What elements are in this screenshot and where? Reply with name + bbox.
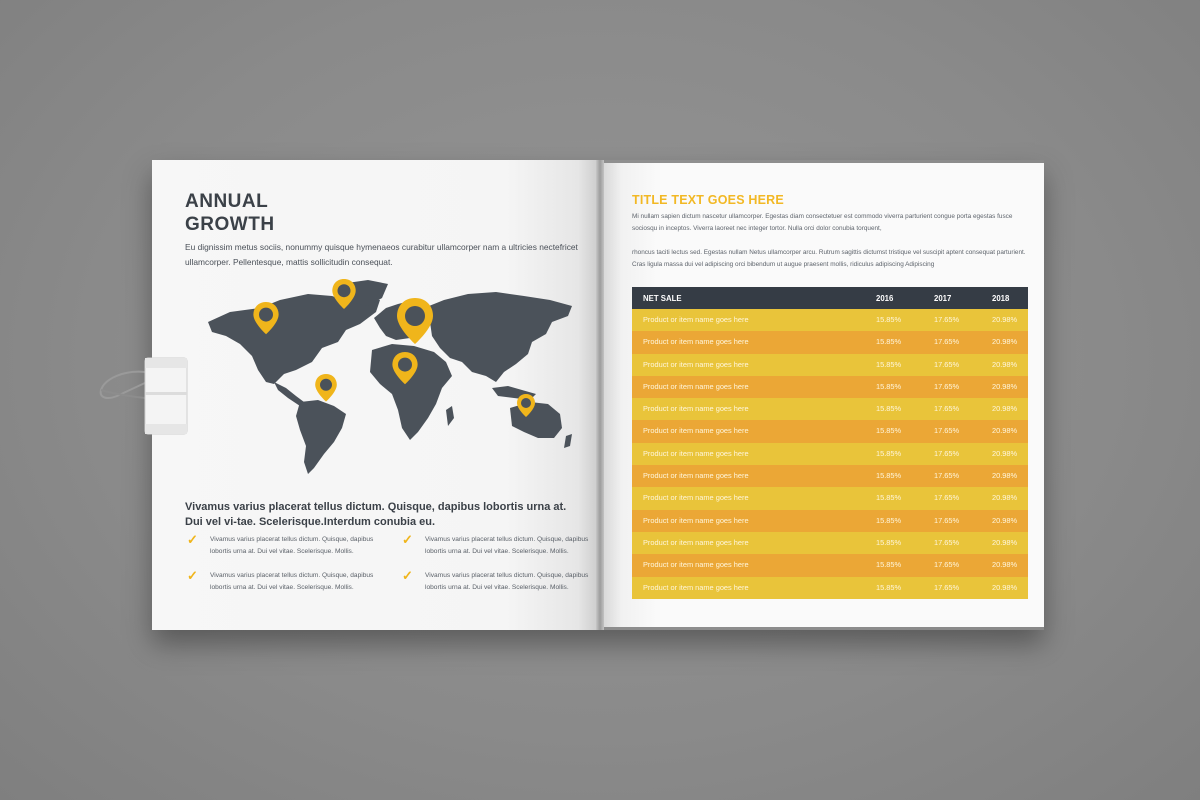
south-america-shape [296, 400, 346, 474]
table-row [632, 510, 1028, 532]
value-2017-cell: 17.65% [934, 315, 960, 324]
check-item-text: Vivamus varius placerat tellus dictum. Quisque, dapibus lobortis urna at. Dui vel vitae. Scelerisque. Mollis. [425, 536, 589, 555]
value-2016-cell: 15.85% [876, 537, 902, 547]
table-row [632, 487, 1028, 509]
value-2018-cell: 20.98% [992, 448, 1018, 458]
spine [596, 160, 604, 630]
new-zealand-shape [564, 434, 572, 448]
product-name-cell: Product or item name goes here [643, 493, 749, 503]
table-row [632, 443, 1028, 465]
product-name-cell: Product or item name goes here [643, 471, 749, 481]
table-row [632, 331, 1028, 353]
table-row [632, 577, 1028, 599]
title-line-2: GROWTH [185, 214, 275, 235]
value-2016-cell: 15.85% [876, 315, 902, 324]
value-2017-cell: 17.65% [934, 337, 960, 347]
value-2018-cell: 20.98% [992, 471, 1018, 481]
central-america-shape [274, 382, 304, 406]
table-body [632, 309, 1028, 599]
product-name-cell: Product or item name goes here [643, 515, 749, 525]
value-2016-cell: 15.85% [876, 337, 902, 347]
binder-clip-icon [95, 352, 191, 442]
table-row [632, 309, 1028, 331]
table-header [632, 287, 1028, 309]
product-name-cell: Product or item name goes here [643, 337, 749, 347]
value-2017-cell: 17.65% [934, 448, 960, 458]
product-name-cell: Product or item name goes here [643, 537, 749, 547]
madagascar-shape [446, 406, 454, 426]
net-sale-table [632, 287, 1028, 599]
world-map [200, 278, 580, 478]
left-page [152, 160, 596, 630]
table-row [632, 398, 1028, 420]
product-name-cell: Product or item name goes here [643, 448, 749, 458]
check-item-text: Vivamus varius placerat tellus dictum. Quisque, dapibus lobortis urna at. Dui vel vitae. Scelerisque. Mollis. [210, 536, 374, 555]
product-name-cell: Product or item name goes here [643, 426, 749, 436]
header-net-sale: NET SALE [643, 294, 682, 303]
value-2018-cell: 20.98% [992, 404, 1018, 414]
header-2018: 2018 [992, 294, 1010, 303]
value-2017-cell: 17.65% [934, 560, 960, 570]
product-name-cell: Product or item name goes here [643, 560, 749, 570]
product-name-cell: Product or item name goes here [643, 582, 749, 592]
value-2018-cell: 20.98% [992, 337, 1018, 347]
value-2016-cell: 15.85% [876, 359, 902, 369]
table-row [632, 465, 1028, 487]
check-item-text: Vivamus varius placerat tellus dictum. Quisque, dapibus lobortis urna at. Dui vel vitae. Scelerisque. Mollis. [210, 572, 374, 591]
value-2018-cell: 20.98% [992, 560, 1018, 570]
header-2017: 2017 [934, 294, 952, 303]
table-row [632, 420, 1028, 442]
value-2017-cell: 17.65% [934, 582, 960, 592]
product-name-cell: Product or item name goes here [643, 404, 749, 414]
product-name-cell: Product or item name goes here [643, 359, 749, 369]
body-paragraph-1: Mi nullam sapien dictum nascetur ullamcorper. Egestas diam consectetuer est commodo viverra parturient congue porta egestas fusce sociosqu in inceptos. Viverra laoreet nec integer tortor. Nulla orci dolor conubia torquent, [632, 213, 1013, 232]
body-paragraph-2: rhoncus taciti lectus sed. Egestas nullam Netus ullamcorper arcu. Rutrum sagittis dictumst tristique vel suscipit aptent consequat parturient. Cras ligula massa dui vel adipiscing orci bibendum ut augue praesent mollis, ridiculus adipiscing Adipiscing [632, 249, 1026, 268]
check-icon: ✓ [187, 568, 198, 583]
section-title: TITLE TEXT GOES HERE [632, 193, 784, 207]
value-2017-cell: 17.65% [934, 359, 960, 369]
value-2016-cell: 15.85% [876, 582, 902, 592]
title-line-1: ANNUAL [185, 191, 269, 212]
value-2016-cell: 15.85% [876, 426, 902, 436]
value-2016-cell: 15.85% [876, 471, 902, 481]
value-2017-cell: 17.65% [934, 537, 960, 547]
value-2018-cell: 20.98% [992, 515, 1018, 525]
value-2018-cell: 20.98% [992, 426, 1018, 436]
value-2018-cell: 20.98% [992, 359, 1018, 369]
australia-shape [510, 402, 562, 438]
value-2018-cell: 20.98% [992, 537, 1018, 547]
value-2016-cell: 15.85% [876, 404, 902, 414]
value-2017-cell: 17.65% [934, 381, 960, 391]
value-2017-cell: 17.65% [934, 471, 960, 481]
product-name-cell: Product or item name goes here [643, 315, 749, 324]
value-2018-cell: 20.98% [992, 582, 1018, 592]
page-title [185, 190, 345, 236]
table-row [632, 532, 1028, 554]
check-icon: ✓ [402, 532, 413, 547]
table-row [632, 354, 1028, 376]
table-row [632, 376, 1028, 398]
right-page [604, 163, 1044, 627]
value-2016-cell: 15.85% [876, 448, 902, 458]
value-2016-cell: 15.85% [876, 515, 902, 525]
value-2017-cell: 17.65% [934, 404, 960, 414]
check-item-text: Vivamus varius placerat tellus dictum. Quisque, dapibus lobortis urna at. Dui vel vitae. Scelerisque. Mollis. [425, 572, 589, 591]
value-2017-cell: 17.65% [934, 426, 960, 436]
bold-paragraph: Vivamus varius placerat tellus dictum. Quisque, dapibus lobortis urna at. Dui vel vi-tae. Scelerisque.Interdum conubia eu. [185, 501, 567, 528]
value-2018-cell: 20.98% [992, 493, 1018, 503]
north-america-shape [208, 294, 380, 384]
map-pin-icon [315, 374, 337, 402]
check-icon: ✓ [187, 532, 198, 547]
value-2018-cell: 20.98% [992, 381, 1018, 391]
brochure-spread [152, 160, 1044, 630]
table-row [632, 554, 1028, 576]
value-2017-cell: 17.65% [934, 515, 960, 525]
intro-paragraph: Eu dignissim metus sociis, nonummy quisque hymenaeos curabitur ullamcorper nam a ultricies nectefricet ullamcorper. Pellentesque, mattis sollicitudin consequat. [185, 242, 578, 267]
check-icon: ✓ [402, 568, 413, 583]
value-2017-cell: 17.65% [934, 493, 960, 503]
value-2016-cell: 15.85% [876, 560, 902, 570]
value-2016-cell: 15.85% [876, 493, 902, 503]
value-2018-cell: 20.98% [992, 315, 1018, 324]
value-2016-cell: 15.85% [876, 381, 902, 391]
header-2016: 2016 [876, 294, 894, 303]
product-name-cell: Product or item name goes here [643, 381, 749, 391]
